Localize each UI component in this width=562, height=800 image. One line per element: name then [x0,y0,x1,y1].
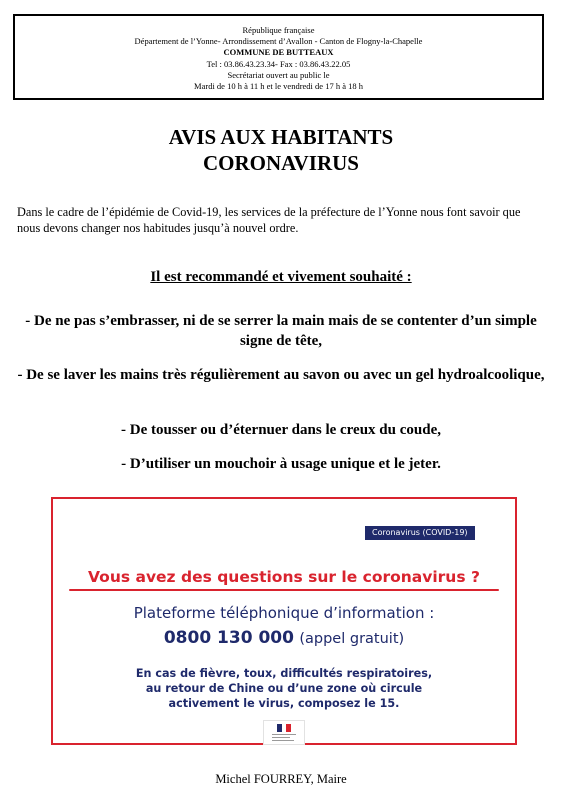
covid-tag: Coronavirus (COVID-19) [365,526,475,540]
fever-line-3: activement le virus, composez le 15. [168,697,400,710]
french-flag-icon [277,724,291,732]
letterhead-secretariat: Secrétariat ouvert au public le [227,69,330,80]
letterhead-phone-fax: Tel : 03.86.43.23.34- Fax : 03.86.43.22.05 [206,58,351,69]
page-title-line1: AVIS AUX HABITANTS [168,125,394,149]
info-poster [51,497,517,745]
letterhead-department: Département de l’Yonne- Arrondissement d’Avallon - Canton de Flogny-la-Chapelle [134,36,423,47]
hotline-note: (appel gratuit) [299,631,405,647]
letterhead-country: République française [242,25,315,35]
fever-instructions [53,666,515,711]
mayor-signature: Michel FOURREY, Maire [215,772,347,786]
hotline [53,627,515,650]
ministry-logo [263,720,305,745]
recommendation-heading: Il est recommandé et vivement souhaité : [150,269,412,285]
hotline-number: 0800 130 000 [163,628,294,648]
letterhead-box [13,14,544,100]
poster-question: Vous avez des questions sur le coronavirus ? [88,568,480,586]
brush-underline [69,589,499,591]
page-title-line2: CORONAVIRUS [203,151,359,175]
advice-item-cough-elbow: - De tousser ou d’éternuer dans le creux du coude, [121,422,441,438]
intro-paragraph: Dans le cadre de l’épidémie de Covid-19, les services de la préfecture de l’Yonne nous font savoir que nous devons changer nos habitudes jusqu’à nouvel ordre. [17,205,521,235]
fever-line-1: En cas de fièvre, toux, difficultés respiratoires, [135,667,433,680]
letterhead-commune: COMMUNE DE BUTTEAUX [223,47,334,58]
advice-item-no-kiss: - De ne pas s’embrasser, ni de se serrer la main mais de se contenter d’un simple signe de tête, [25,313,537,349]
letterhead-hours: Mardi de 10 h à 11 h et le vendredi de 17 h à 18 h [194,81,363,92]
advice-item-tissue: - D’utiliser un mouchoir à usage unique et le jeter. [121,456,441,472]
platform-label: Plateforme téléphonique d’information : [133,604,435,622]
fever-line-2: au retour de Chine ou d’une zone où circule [145,682,423,695]
advice-item-wash-hands: - De se laver les mains très régulièrement au savon ou avec un gel hydroalcoolique, [17,367,545,383]
